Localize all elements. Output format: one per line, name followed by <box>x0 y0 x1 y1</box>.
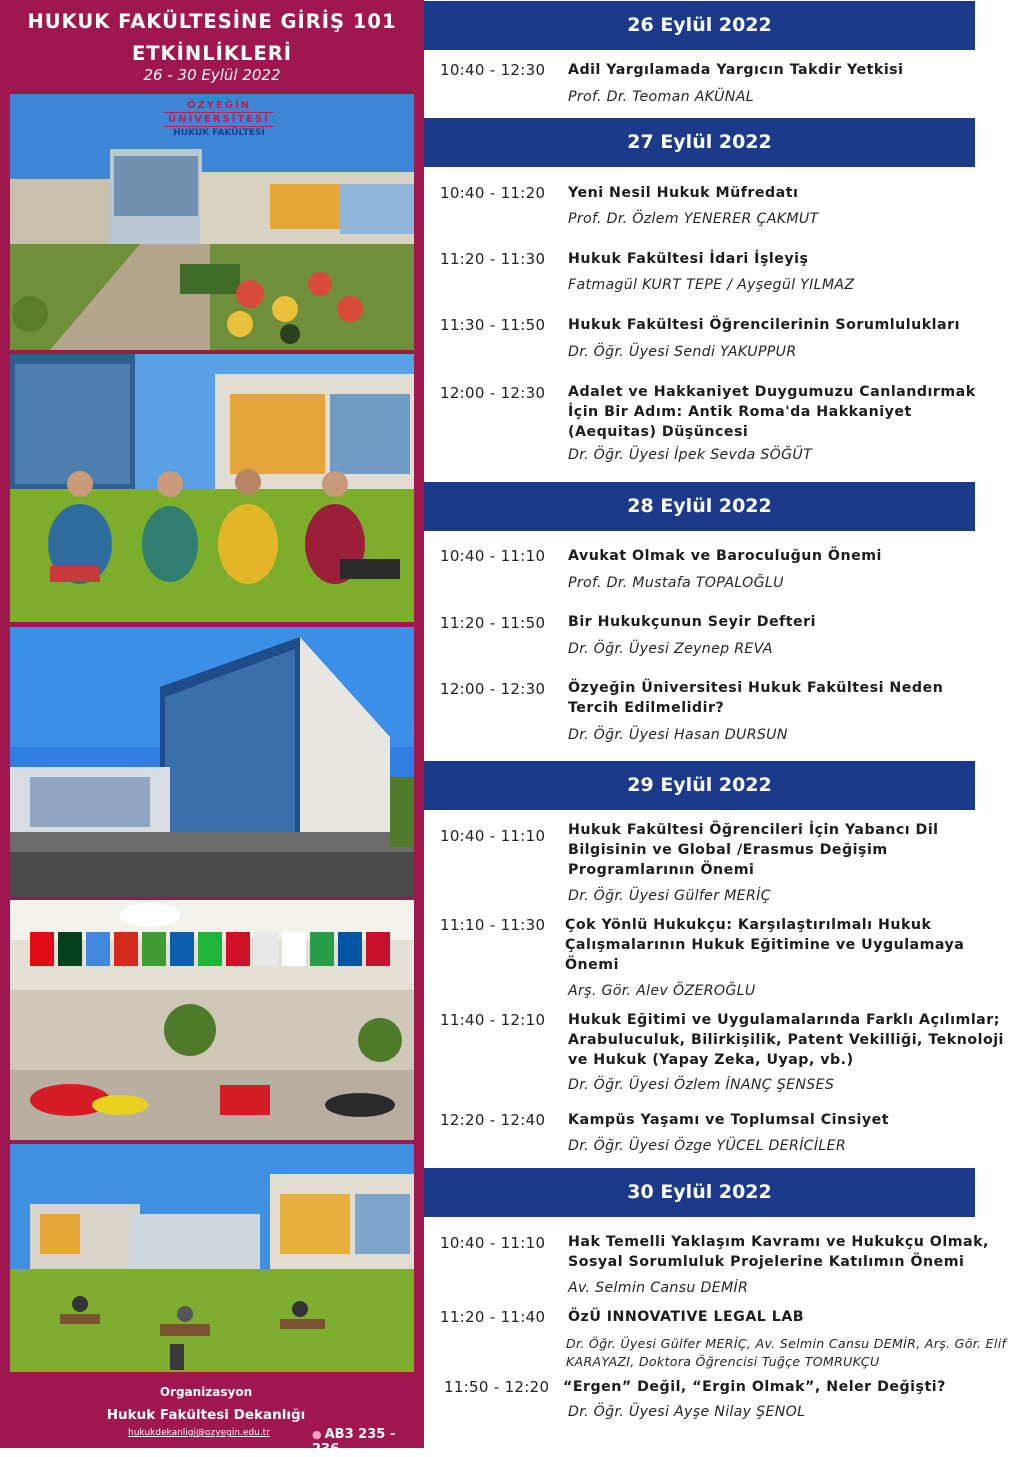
campus-lawn-photo <box>10 1144 414 1372</box>
event-speaker: Dr. Öğr. Üyesi Gülfer MERİÇ, Av. Selmin Cansu DEMİR, Arş. Gör. Elif KARAYAZI, Doktora Öğrencisi Tuğçe TOMRUKÇU <box>566 1336 1007 1369</box>
event-title: ÖzÜ INNOVATIVE LEGAL LAB <box>568 1309 805 1325</box>
logo-line-2: ÜNİVERSİTESİ <box>168 114 270 125</box>
day-header: 26 Eylül 2022 <box>424 1 975 50</box>
event-time: 10:40 - 11:20 <box>440 184 546 202</box>
page-title: HUKUK FAKÜLTESİNE GİRİŞ 101 ETKİNLİKLERİ <box>27 10 397 65</box>
logo-rule <box>164 126 274 127</box>
event-speaker: Dr. Öğr. Üyesi Zeynep REVA <box>568 641 773 657</box>
student-center-photo <box>10 900 414 1140</box>
event-time: 11:20 - 11:40 <box>440 1308 546 1326</box>
event-title: Avukat Olmak ve Baroculuğun Önemi <box>568 548 882 564</box>
event-title: “Ergen” Değil, “Ergin Olmak”, Neler Değişti? <box>563 1379 946 1395</box>
event-title: Adil Yargılamada Yargıcın Takdir Yetkisi <box>568 62 904 78</box>
event-title: Hukuk Fakültesi İdari İşleyiş <box>568 251 809 267</box>
event-title: Hak Temelli Yaklaşım Kavramı ve Hukukçu Olmak, Sosyal Sorumluluk Projelerine Katılımın Önemi <box>568 1234 989 1270</box>
event-speaker: Fatmagül KURT TEPE / Ayşegül YILMAZ <box>568 277 855 293</box>
room-text: AB3 235 - 236 <box>312 1427 396 1457</box>
event-title: Hukuk Fakültesi Öğrencileri İçin Yabancı Dil Bilgisinin ve Global /Erasmus Değişim Programlarının Önemi <box>568 822 939 878</box>
event-title: Bir Hukukçunun Seyir Defteri <box>568 614 817 630</box>
event-time: 11:50 - 12:20 <box>444 1378 550 1396</box>
event-time: 12:00 - 12:30 <box>440 680 546 698</box>
event-time: 11:40 - 12:10 <box>440 1011 546 1029</box>
event-speaker: Arş. Gör. Alev ÖZEROĞLU <box>568 983 756 999</box>
event-speaker: Dr. Öğr. Üyesi Hasan DURSUN <box>568 727 788 743</box>
logo-line-1: ÖZYEĞİN <box>186 100 252 111</box>
event-title: Hukuk Eğitimi ve Uygulamalarında Farklı Açılımlar; Arabuluculuk, Bilirkişilik, Patent Vekilliği, Teknoloji ve Hukuk (Yapay Zeka, Uyap, vb.) <box>568 1012 1004 1068</box>
event-time: 11:20 - 11:50 <box>440 614 546 632</box>
event-speaker: Prof. Dr. Özlem YENERER ÇAKMUT <box>568 211 819 227</box>
event-time: 10:40 - 11:10 <box>440 827 546 845</box>
event-speaker: Dr. Öğr. Üyesi Ayşe Nilay ŞENOL <box>568 1404 806 1420</box>
event-speaker: Prof. Dr. Mustafa TOPALOĞLU <box>568 575 784 591</box>
event-title: Yeni Nesil Hukuk Müfredatı <box>568 185 799 201</box>
day-header: 28 Eylül 2022 <box>424 482 975 531</box>
logo-line-3: HUKUK FAKÜLTESİ <box>173 128 265 138</box>
organization-room <box>312 1427 424 1457</box>
event-time: 11:20 - 11:30 <box>440 250 546 268</box>
event-title: Adalet ve Hakkaniyet Duygumuzu Canlandırmak İçin Bir Adım: Antik Roma'da Hakkaniyet (Aequitas) Düşüncesi <box>568 384 976 440</box>
event-speaker: Prof. Dr. Teoman AKÜNAL <box>568 89 754 105</box>
event-speaker: Dr. Öğr. Üyesi İpek Sevda SÖĞÜT <box>568 447 813 463</box>
event-dates: 26 - 30 Eylül 2022 <box>143 66 281 84</box>
event-time: 12:20 - 12:40 <box>440 1111 546 1129</box>
organization-label: Organizasyon <box>159 1385 253 1399</box>
event-title: Hukuk Fakültesi Öğrencilerinin Sorumlulukları <box>568 317 960 333</box>
event-speaker: Av. Selmin Cansu DEMİR <box>568 1280 749 1296</box>
event-title: Çok Yönlü Hukukçu: Karşılaştırılmalı Hukuk Çalışmalarının Hukuk Eğitimine ve Uygulamaya Önemi <box>565 917 965 973</box>
organization-name: Hukuk Fakültesi Dekanlığı <box>106 1407 306 1423</box>
day-header: 27 Eylül 2022 <box>424 118 975 167</box>
event-time: 11:10 - 11:30 <box>440 916 546 934</box>
day-header: 30 Eylül 2022 <box>424 1168 975 1217</box>
logo-rule <box>164 112 274 113</box>
sidebar <box>0 0 424 1457</box>
faculty-building-photo <box>10 627 414 897</box>
event-time: 10:40 - 12:30 <box>440 61 546 79</box>
event-title: Kampüs Yaşamı ve Toplumsal Cinsiyet <box>568 1112 890 1128</box>
location-pin-icon: ● <box>312 1428 322 1441</box>
day-header: 29 Eylül 2022 <box>424 761 975 810</box>
event-title: Özyeğin Üniversitesi Hukuk Fakültesi Neden Tercih Edilmelidir? <box>568 680 944 716</box>
event-time: 11:30 - 11:50 <box>440 316 546 334</box>
event-speaker: Dr. Öğr. Üyesi Özge YÜCEL DERİCİLER <box>568 1138 846 1154</box>
event-speaker: Dr. Öğr. Üyesi Sendi YAKUPPUR <box>568 344 797 360</box>
event-time: 12:00 - 12:30 <box>440 384 546 402</box>
university-logo <box>160 100 278 138</box>
students-lawn-photo <box>10 354 414 622</box>
event-speaker: Dr. Öğr. Üyesi Özlem İNANÇ ŞENSES <box>568 1077 835 1093</box>
event-time: 10:40 - 11:10 <box>440 547 546 565</box>
organization-email[interactable]: hukukdekanligi@ozyegin.edu.tr <box>128 1428 270 1438</box>
event-speaker: Dr. Öğr. Üyesi Gülfer MERİÇ <box>568 888 771 904</box>
event-time: 10:40 - 11:10 <box>440 1234 546 1252</box>
